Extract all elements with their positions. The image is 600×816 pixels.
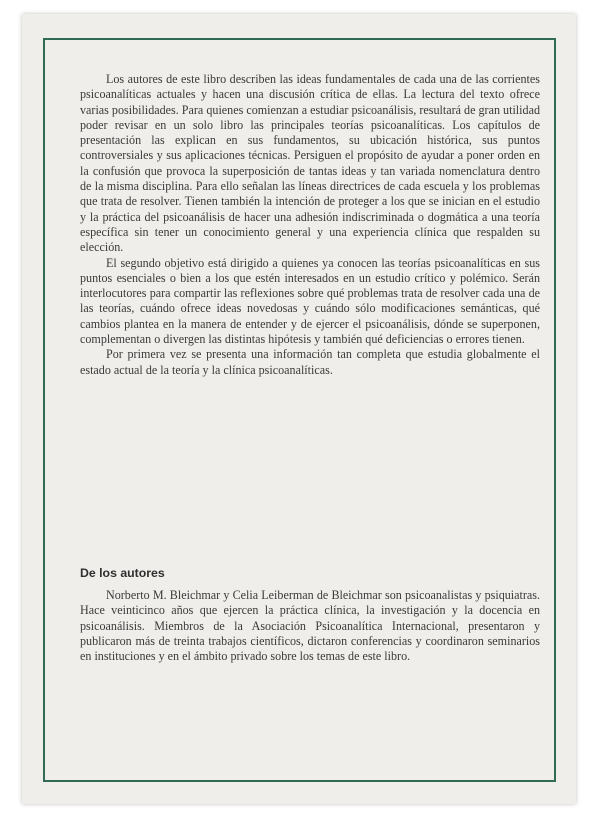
authors-bio <box>80 588 540 664</box>
cover-blurb <box>80 72 540 378</box>
authors-paragraph: Norberto M. Bleichmar y Celia Leiberman de Bleichmar son psicoanalistas y psiquiatras. Hace veinticinco años que ejercen la práctica clínica, la investigación y la docencia en psicoanálisis. Miembros de la Asociación Psicoanalítica Internacional, presentaron y publicaron más de treinta trabajos científicos, dictaron conferencias y coordinaron seminarios en instituciones y en el ámbito privado sobre los temas de este libro. <box>80 588 540 664</box>
blurb-paragraph-1: Los autores de este libro describen las ideas fundamentales de cada una de las corrientes psicoanalíticas actuales y hacen una discusión crítica de ellas. La lectura del texto ofrece varias posibilidades. Para quienes comienzan a estudiar psicoanálisis, resultará de gran utilidad poder revisar en un solo libro las principales teorías psicoanalíticas. Los capítulos de presentación las explican en sus fundamentos, su ubicación histórica, sus puntos controversiales y sus aplicaciones técnicas. Persiguen el propósito de ayudar a poner orden en la confusión que provoca la superposición de tantas ideas y tan variada nomenclatura dentro de la misma disciplina. Para ello señalan las líneas directrices de cada escuela y los problemas que trata de resolver. Tienen también la intención de proteger a los que se inician en el estudio y la práctica del psicoanálisis de hacer una adhesión indiscriminada o dogmática a una teoría específica sin tener un conocimiento general y una experiencia clínica que respalden su elección. <box>80 72 540 255</box>
authors-heading: De los autores <box>80 566 165 580</box>
blurb-paragraph-2: El segundo objetivo está dirigido a quienes ya conocen las teorías psicoanalíticas en sus puntos esenciales o bien a los que estén interesados en un estudio crítico y polémico. Serán interlocutores para compartir las reflexiones sobre qué problemas trata de resolver cada una de las teorías, cuándo ofrece ideas novedosas y cuándo sólo modificaciones semánticas, qué cambios plantea en la manera de entender y de ejercer el psicoanálisis, dónde se superponen, complementan o divergen las distintas hipótesis y también qué deficiencias o errores tienen. <box>80 255 540 347</box>
blurb-paragraph-3: Por primera vez se presenta una información tan completa que estudia globalmente el estado actual de la teoría y la clínica psicoanalíticas. <box>80 347 540 377</box>
book-back-cover <box>22 14 576 804</box>
